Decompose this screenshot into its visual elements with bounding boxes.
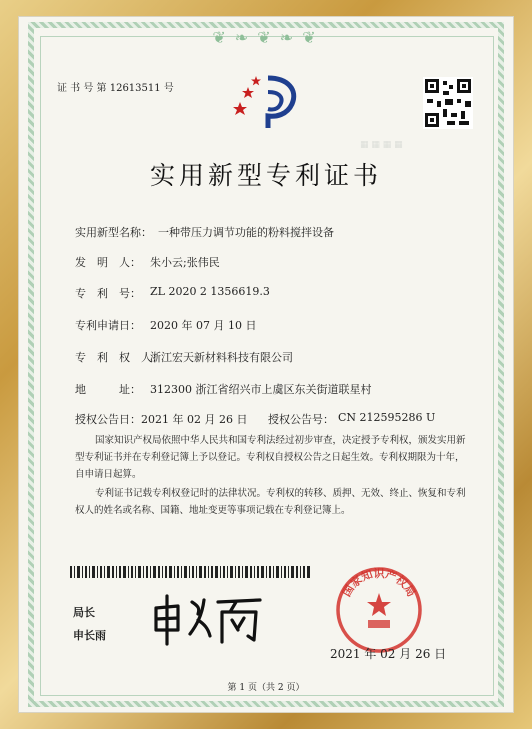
top-ornament-icon: ❦ ❧ ❦ ❧ ❦ <box>212 28 318 47</box>
grant-paragraph: 国家知识产权局依照中华人民共和国专利法经过初步审查，决定授予专利权，颁发实用新型专利证书并在专利登记簿上予以登记。专利权自授权公告之日起生效。专利权期限为十年，自申请日起算。 <box>75 435 466 480</box>
page-indicator: 第 1 页（共 2 页） <box>227 683 305 693</box>
field-label-patent-no: 专 利 号： <box>75 287 141 300</box>
background-watermark-icon: ▦ ▦ ▦ ▦ <box>360 140 403 150</box>
cnipa-logo-icon <box>232 72 300 130</box>
director-name: 申长雨 <box>73 629 106 642</box>
field-label-name: 实用新型名称： <box>75 226 152 239</box>
field-value-patent-no: ZL 2020 2 1356619.3 <box>150 285 270 298</box>
director-title: 局长 <box>73 606 95 619</box>
field-value-name: 一种带压力调节功能的粉料搅拌设备 <box>158 226 334 239</box>
field-label-inventor: 发 明 人： <box>75 256 141 269</box>
field-value-patentee: 浙江宏天新材料科技有限公司 <box>150 351 293 364</box>
field-value-address: 312300 浙江省绍兴市上虞区东关街道联星村 <box>150 383 372 396</box>
announcement-label: 授权公告号： <box>268 413 334 426</box>
qr-code-icon <box>423 77 473 129</box>
field-label-address: 地 址： <box>75 383 141 396</box>
legal-status-paragraph: 专利证书记载专利权登记时的法律状况。专利权的转移、质押、无效、终止、恢复和专利权人的姓名或名称、国籍、地址变更等事项记载在专利登记簿上。 <box>75 488 466 516</box>
field-label-application-date: 专利申请日： <box>75 319 141 332</box>
svg-text:国家知识产权局 <box>339 566 418 599</box>
official-seal-icon <box>320 565 438 655</box>
seal-date: 2021 年 02 月 26 日 <box>330 647 447 661</box>
seal-text: 国家知识产权局 <box>340 567 418 599</box>
grant-date-value: 2021 年 02 月 26 日 <box>141 413 248 426</box>
field-value-application-date: 2020 年 07 月 10 日 <box>150 319 257 332</box>
certificate-title: 实用新型专利证书 <box>149 161 382 190</box>
announcement-value: CN 212595286 U <box>338 411 436 424</box>
field-label-patentee: 专 利 权 人： <box>75 351 163 364</box>
director-signature-icon <box>148 590 266 648</box>
barcode-icon <box>70 566 310 578</box>
grant-date-label: 授权公告日： <box>75 413 141 426</box>
field-value-inventor: 朱小云;张伟民 <box>150 256 220 269</box>
certificate-number: 证 书 号 第 12613511 号 <box>57 83 174 94</box>
